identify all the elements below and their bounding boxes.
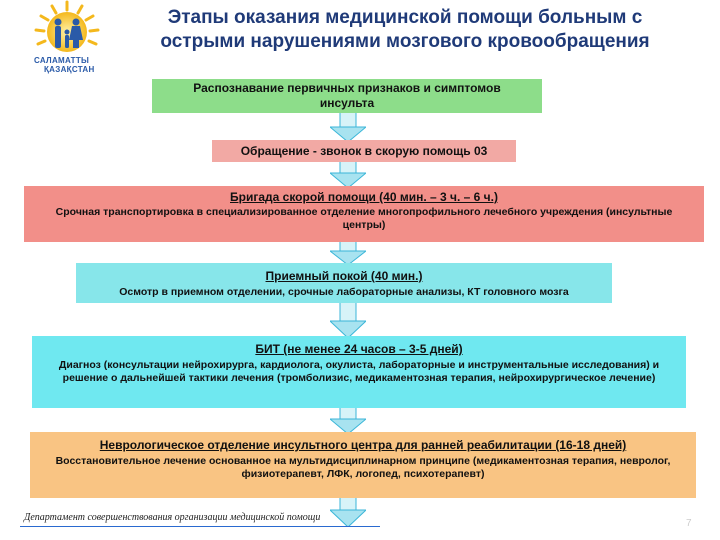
step-ambulance-team-text: Срочная транспортировка в специализированное отделение многопрофильного лечебного учреждения (инсультные центры) (55, 206, 673, 231)
logo-text-line1: САЛАМАТТЫ (34, 56, 90, 65)
logo-text (34, 56, 95, 74)
flow-arrow (330, 112, 366, 142)
step-ambulance-call-label: Обращение - звонок в скорую помощь 03 (240, 144, 488, 158)
step-neurology-rehab (30, 432, 696, 498)
flow-arrow (330, 302, 366, 338)
step-recognition (152, 79, 542, 113)
step-admission (76, 263, 612, 303)
step-neurology-rehab-heading: Неврологическое отделение инсультного центра для ранней реабилитации (16-18 дней) (99, 438, 627, 452)
step-ambulance-team (24, 186, 704, 242)
step-admission-text: Осмотр в приемном отделении, срочные лабораторные анализы, КТ головного мозга (119, 286, 569, 298)
flow-arrow (330, 407, 366, 434)
flow-arrow (330, 241, 366, 265)
flow-arrow (330, 161, 366, 188)
flow-arrow (330, 497, 366, 527)
step-neurology-rehab-text: Восстановительное лечение основанное на мультидисциплинарном принципе (медикаментозная терапия, невролог, физиотерапевт, ЛФК, логопед, психотерапевт) (55, 455, 671, 480)
step-intensive-care-text: Диагноз (консультации нейрохирурга, кардиолога, окулиста, лабораторные и инструментальные исследования) и решение о дальнейшей тактики лечения (тромболизис, медикаментозная терапия, нейрохирургическое лечение) (58, 359, 660, 384)
footer-department: Департамент совершенствования организации медицинской помощи (24, 512, 321, 523)
footer-divider (20, 526, 380, 527)
slide-title: Этапы оказания медицинской помощи больным с острыми нарушениями мозгового кровообращения (160, 7, 650, 52)
step-admission-heading: Приемный покой (40 мин.) (265, 269, 423, 283)
logo-text-line2: ҚАЗАҚСТАН (44, 65, 95, 74)
step-ambulance-team-heading: Бригада скорой помощи (40 мин. – 3 ч. – 6 ч.) (230, 190, 498, 204)
step-intensive-care-heading: БИТ (не менее 24 часов – 3-5 дней) (255, 342, 463, 356)
step-ambulance-call (212, 140, 516, 162)
step-intensive-care (32, 336, 686, 408)
salamatty-kazakhstan-logo (22, 0, 132, 88)
page-number: 7 (686, 518, 692, 529)
step-recognition-label: Распознавание первичных признаков и симптомов инсульта (193, 81, 501, 110)
